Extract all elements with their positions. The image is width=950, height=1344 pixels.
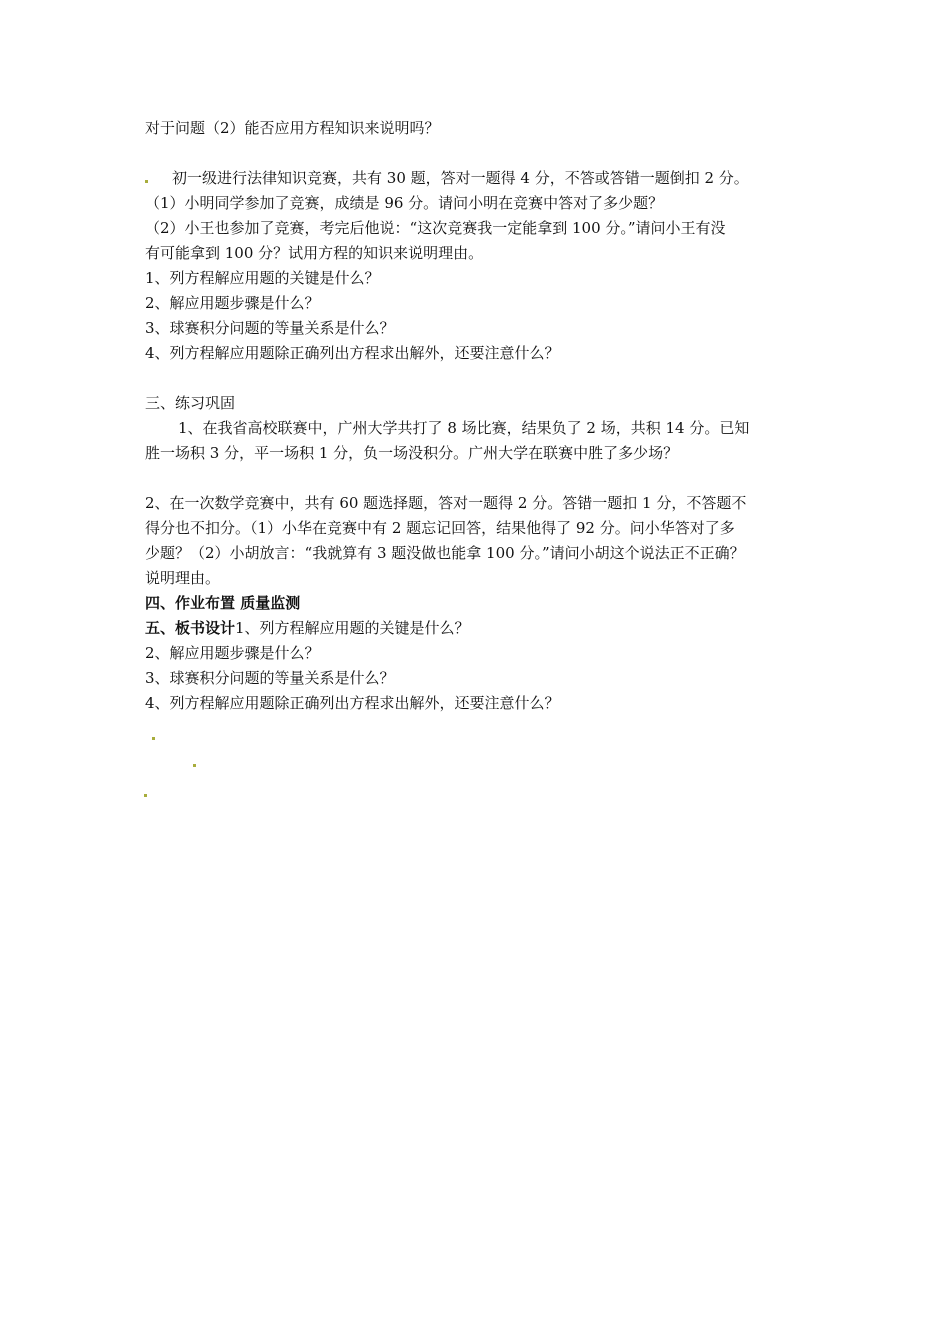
problem-question-2-line-2: 有可能拿到 100 分？试用方程的知识来说明理由。 xyxy=(145,244,484,262)
board-item: 2、解应用题步骤是什么？ xyxy=(145,644,320,662)
marker-dot xyxy=(152,737,155,740)
reflection-question: 3、球赛积分问题的等量关系是什么？ xyxy=(145,319,395,337)
reflection-question: 4、列方程解应用题除正确列出方程求出解外，还要注意什么？ xyxy=(145,344,560,362)
reflection-question: 2、解应用题步骤是什么？ xyxy=(145,294,320,312)
reflection-question: 1、列方程解应用题的关键是什么？ xyxy=(145,269,380,287)
problem-question-1: （1）小明同学参加了竞赛，成绩是 96 分。请问小明在竞赛中答对了多少题？ xyxy=(145,194,664,212)
marker-dot xyxy=(193,764,196,767)
exercise-2-line-3: 少题？（2）小胡放言：“我就算有 3 题没做也能拿 100 分。”请问小胡这个说法正不正确？ xyxy=(145,544,745,562)
exercise-2-line-1: 2、在一次数学竞赛中，共有 60 题选择题，答对一题得 2 分。答错一题扣 1 分，不答题不 xyxy=(145,494,747,512)
problem-statement: 初一级进行法律知识竞赛，共有 30 题，答对一题得 4 分，不答或答错一题倒扣 2 分。 xyxy=(172,169,749,187)
section-5-heading: 五、板书设计 xyxy=(145,619,236,637)
board-item: 4、列方程解应用题除正确列出方程求出解外，还要注意什么？ xyxy=(145,694,560,712)
board-item: 1、列方程解应用题的关键是什么？ xyxy=(235,619,470,637)
exercise-1-line-2: 胜一场积 3 分，平一场积 1 分，负一场没积分。广州大学在联赛中胜了多少场？ xyxy=(145,444,679,462)
exercise-1-line-1: 1、在我省高校联赛中，广州大学共打了 8 场比赛，结果负了 2 场，共积 14 分。已知 xyxy=(178,419,750,437)
exercise-2-line-2: 得分也不扣分。（1）小华在竞赛中有 2 题忘记回答，结果他得了 92 分。问小华答对了多 xyxy=(145,519,735,537)
section-3-heading: 三、练习巩固 xyxy=(145,394,236,412)
marker-dot xyxy=(145,180,148,183)
section-5-first-line xyxy=(145,618,470,638)
section-4-heading: 四、作业布置 质量监测 xyxy=(145,594,301,612)
intro-question: 对于问题（2）能否应用方程知识来说明吗？ xyxy=(145,119,440,137)
marker-dot xyxy=(144,794,147,797)
exercise-2-line-4: 说明理由。 xyxy=(145,569,221,587)
problem-question-2-line-1: （2）小王也参加了竞赛，考完后他说：“这次竞赛我一定能拿到 100 分。”请问小王有没 xyxy=(145,219,726,237)
board-item: 3、球赛积分问题的等量关系是什么？ xyxy=(145,669,395,687)
